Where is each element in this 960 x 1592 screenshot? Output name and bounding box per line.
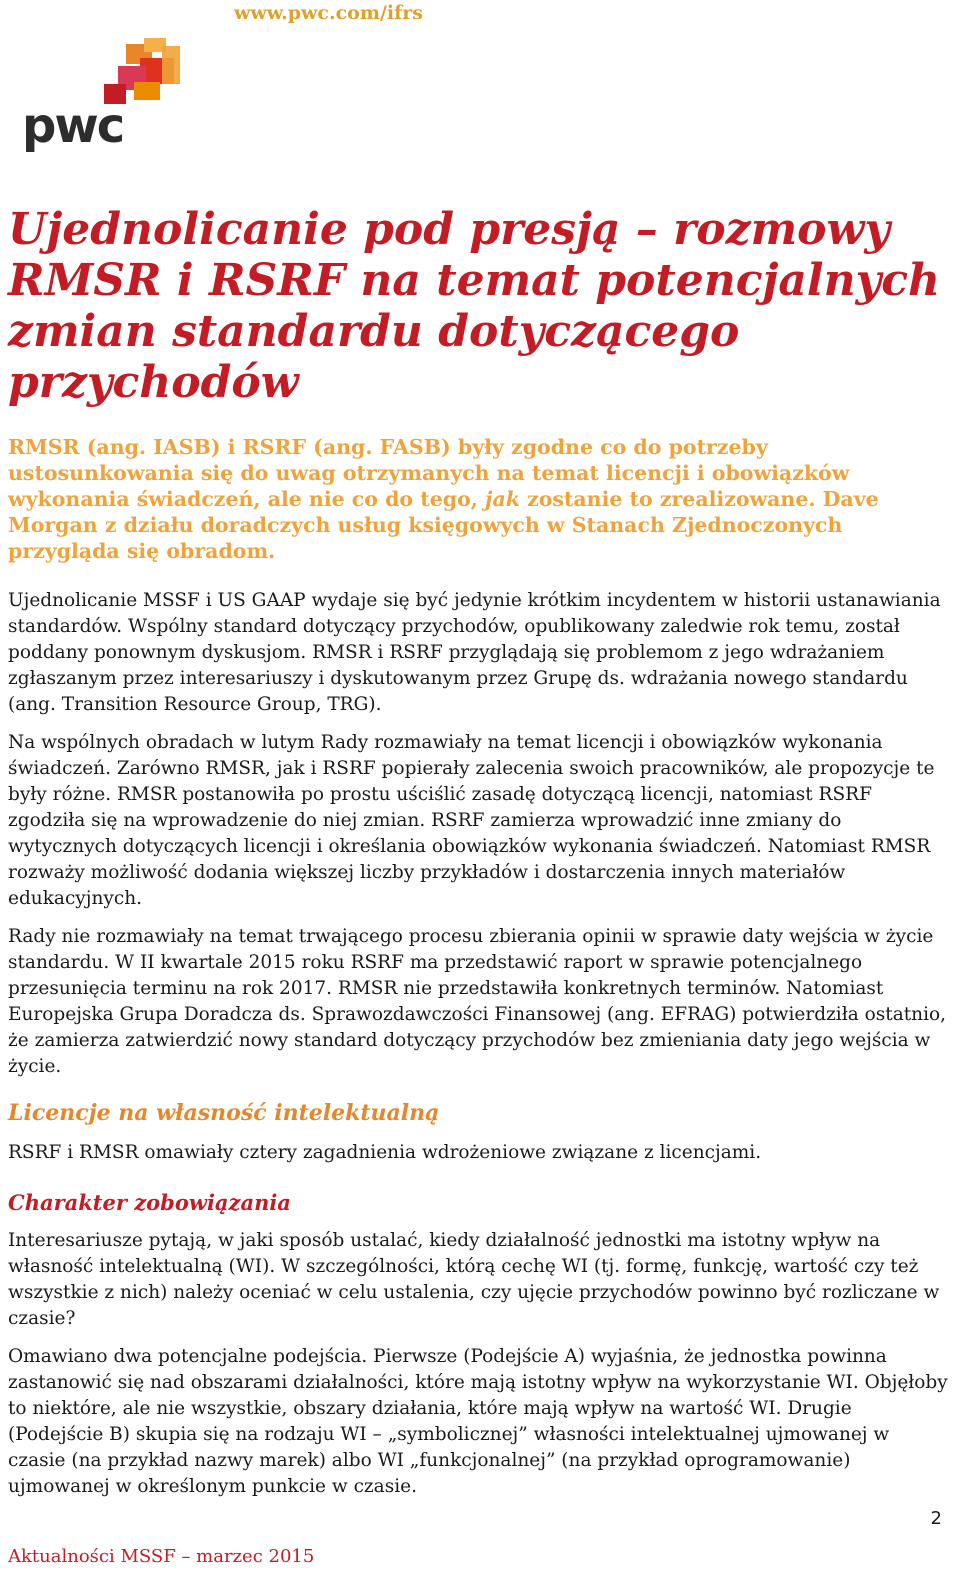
subsection-heading-obligation: Charakter zobowiązania xyxy=(8,1190,291,1215)
obligation-paragraph-1: Interesariusze pytają, w jaki sposób ustalać, kiedy działalność jednostki ma istotny wpływ na własność intelektualną (WI). W szczególności, którą cechę WI (tj. formę, funkcję, wartość czy też wszystkie z nich) należy oceniać w celu ustalenia, czy ujęcie przychodów powinno być rozliczane w czasie? xyxy=(8,1230,940,1329)
footer-publication: Aktualności MSSF – marzec 2015 xyxy=(8,1546,315,1567)
lead-text-end: zostanie to zrealizowane. Dave Morgan z działu doradczych usług księgowych w Stanach Zjednoczonych przygląda się obradom. xyxy=(8,487,879,563)
pwc-logo xyxy=(22,36,192,156)
lead-paragraph xyxy=(8,434,928,564)
body-paragraph-3: Rady nie rozmawiały na temat trwającego procesu zbierania opinii w sprawie daty wejścia w życie standardu. W II kwartale 2015 roku RSRF ma przedstawić raport w sprawie potencjalnego przesunięcia terminu na rok 2017. RMSR nie przedstawiła konkretnych terminów. Natomiast Europejska Grupa Doradcza ds. Sprawozdawczości Finansowej (ang. EFRAG) potwierdziła ostatnio, że zamierza zatwierdzić nowy standard dotyczący przychodów bez zmieniania daty jego wejścia w życie. xyxy=(8,926,947,1077)
body-paragraph-1: Ujednolicanie MSSF i US GAAP wydaje się być jedynie krótkim incydentem w historii ustanawiania standardów. Wspólny standard dotyczący przychodów, opublikowany zaledwie rok temu, został poddany ponownym dyskusjom. RMSR i RSRF przyglądają się problemom z jego wdrażaniem zgłaszanym przez interesariuszy i dyskutowanym przez Grupę ds. wdrażania nowego standardu (ang. Transition Resource Group, TRG). xyxy=(8,590,941,715)
article-title: Ujednolicanie pod presją – rozmowy RMSR i RSRF na temat potencjalnych zmian standardu dotyczącego przychodów xyxy=(8,204,940,408)
obligation-paragraph-2: Omawiano dwa potencjalne podejścia. Pierwsze (Podejście A) wyjaśnia, że jednostka powinna zastanowić się nad obszarami działalności, które mają istotny wpływ na wykorzystanie WI. Objęłoby to niektóre, ale nie wszystkie, obszary działania, które mają wpływ na wartość WI. Drugie (Podejście B) skupia się na rodzaju WI – „symbolicznej” własności intelektualnej ujmowanej w czasie (na przykład nazwy marek) albo WI „funkcjonalnej” (na przykład oprogramowanie) ujmowanej w określonym punkcie w czasie. xyxy=(8,1346,948,1497)
body-paragraph-2: Na wspólnych obradach w lutym Rady rozmawiały na temat licencji i obowiązków wykonania świadczeń. Zarówno RMSR, jak i RSRF popierały zalecenia swoich pracowników, ale propozycje te były różne. RMSR postanowiła po prostu uściślić zasadę dotyczącą licencji, natomiast RSRF zgodziła się na wprowadzenie do niej zmian. RSRF zamierza wprowadzić inne zmiany do wytycznych dotyczących licencji i określania obowiązków wykonania świadczeń. Natomiast RMSR rozważy możliwość dodania większej liczby przykładów i dostarczenia innych materiałów edukacyjnych. xyxy=(8,732,935,909)
section-heading-licences: Licencje na własność intelektualną xyxy=(8,1100,440,1126)
lead-emphasis: jak xyxy=(485,487,520,511)
pwc-logo-text: pwc xyxy=(22,98,124,154)
page-number: 2 xyxy=(930,1508,942,1529)
lead-text-start: RMSR (ang. IASB) i RSRF (ang. FASB) były zgodne co do potrzeby ustosunkowania się do uwag otrzymanych na temat licencji i obowiązków wykonania świadczeń, ale nie co do tego, xyxy=(8,435,850,511)
section-licences-text: RSRF i RMSR omawiały cztery zagadnienia wdrożeniowe związane z licencjami. xyxy=(8,1142,762,1163)
website-url[interactable]: www.pwc.com/ifrs xyxy=(234,2,423,24)
